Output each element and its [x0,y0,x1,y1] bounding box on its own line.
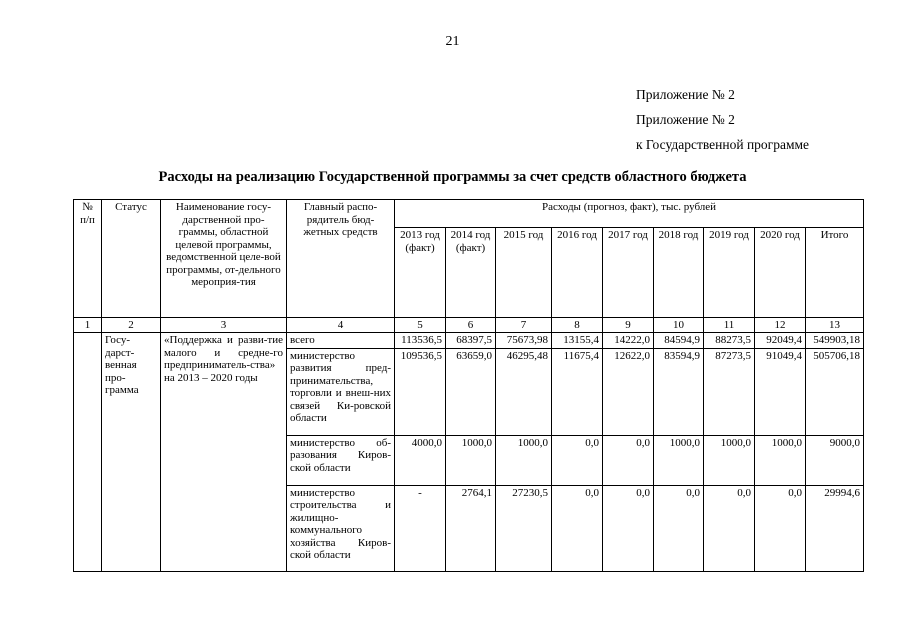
appendix-line-3: к Государственной программе [636,137,810,152]
value-cell: 46295,48 [496,348,552,435]
header-total: Итого [806,228,864,318]
value-cell: 1000,0 [704,435,755,485]
appendix-line-2: Приложение № 2 [636,112,735,127]
header-year-2015: 2015 год [496,228,552,318]
value-cell: 505706,18 [806,348,864,435]
value-cell: 1000,0 [496,435,552,485]
header-num: № п/п [74,200,102,318]
header-year-2019: 2019 год [704,228,755,318]
header-status: Статус [102,200,161,318]
value-cell: 0,0 [704,485,755,571]
value-cell: 549903,18 [806,333,864,349]
value-cell: 68397,5 [446,333,496,349]
value-cell: 0,0 [603,435,654,485]
program-name: «Поддержка и разви-тие малого и средне-го предприниматель-ства» на 2013 – 2020 годы [161,333,287,572]
column-number: 2 [102,318,161,333]
appendix-line-1: Приложение № 2 [636,87,735,102]
budget-table [73,199,864,572]
executor-cell: министерство об-разования Киров-ской области [287,435,395,485]
value-cell: 83594,9 [654,348,704,435]
column-number: 3 [161,318,287,333]
value-cell: 0,0 [552,435,603,485]
executor-cell: всего [287,333,395,349]
value-cell: 0,0 [552,485,603,571]
column-number: 11 [704,318,755,333]
column-number: 5 [395,318,446,333]
column-number: 6 [446,318,496,333]
value-cell: 0,0 [603,485,654,571]
value-cell: 87273,5 [704,348,755,435]
column-number: 1 [74,318,102,333]
value-cell: 109536,5 [395,348,446,435]
value-cell: - [395,485,446,571]
column-number: 7 [496,318,552,333]
column-number: 10 [654,318,704,333]
column-number: 12 [755,318,806,333]
column-number-row [74,318,864,333]
page-number: 21 [445,34,460,49]
header-year-2013: 2013 год (факт) [395,228,446,318]
value-cell: 84594,9 [654,333,704,349]
header-year-2016: 2016 год [552,228,603,318]
value-cell: 113536,5 [395,333,446,349]
column-number: 4 [287,318,395,333]
header-executor: Главный распо-рядитель бюд-жетных средств [287,200,395,318]
document-title: Расходы на реализацию Государственной программы за счет средств областного бюджета [158,169,747,185]
column-number: 9 [603,318,654,333]
value-cell: 91049,4 [755,348,806,435]
value-cell: 1000,0 [446,435,496,485]
header-name: Наименование госу-дарственной про-граммы, областной целевой программы, ведомственной целе-вой программы, от-дельного мероприя-тия [161,200,287,318]
program-status: Госу-дарст-венная про-грамма [102,333,161,572]
executor-cell: министерство строительства и жилищно-коммунального хозяйства Киров-ской области [287,485,395,571]
value-cell: 9000,0 [806,435,864,485]
value-cell: 1000,0 [654,435,704,485]
table-row-total [74,333,864,349]
value-cell: 14222,0 [603,333,654,349]
column-number: 8 [552,318,603,333]
value-cell: 75673,98 [496,333,552,349]
header-year-2020: 2020 год [755,228,806,318]
header-year-2014: 2014 год (факт) [446,228,496,318]
header-expenses: Расходы (прогноз, факт), тыс. рублей [395,200,864,228]
header-year-2018: 2018 год [654,228,704,318]
value-cell: 92049,4 [755,333,806,349]
value-cell: 12622,0 [603,348,654,435]
column-number: 13 [806,318,864,333]
value-cell: 2764,1 [446,485,496,571]
value-cell: 0,0 [654,485,704,571]
value-cell: 27230,5 [496,485,552,571]
executor-cell: министерство развития пред-принимательства, торговли и внеш-них связей Ки-ровской области [287,348,395,435]
value-cell: 0,0 [755,485,806,571]
value-cell: 11675,4 [552,348,603,435]
value-cell: 4000,0 [395,435,446,485]
header-year-2017: 2017 год [603,228,654,318]
value-cell: 88273,5 [704,333,755,349]
header-row-1 [74,200,864,228]
value-cell: 13155,4 [552,333,603,349]
value-cell: 29994,6 [806,485,864,571]
value-cell: 63659,0 [446,348,496,435]
program-num-cell [74,333,102,572]
value-cell: 1000,0 [755,435,806,485]
